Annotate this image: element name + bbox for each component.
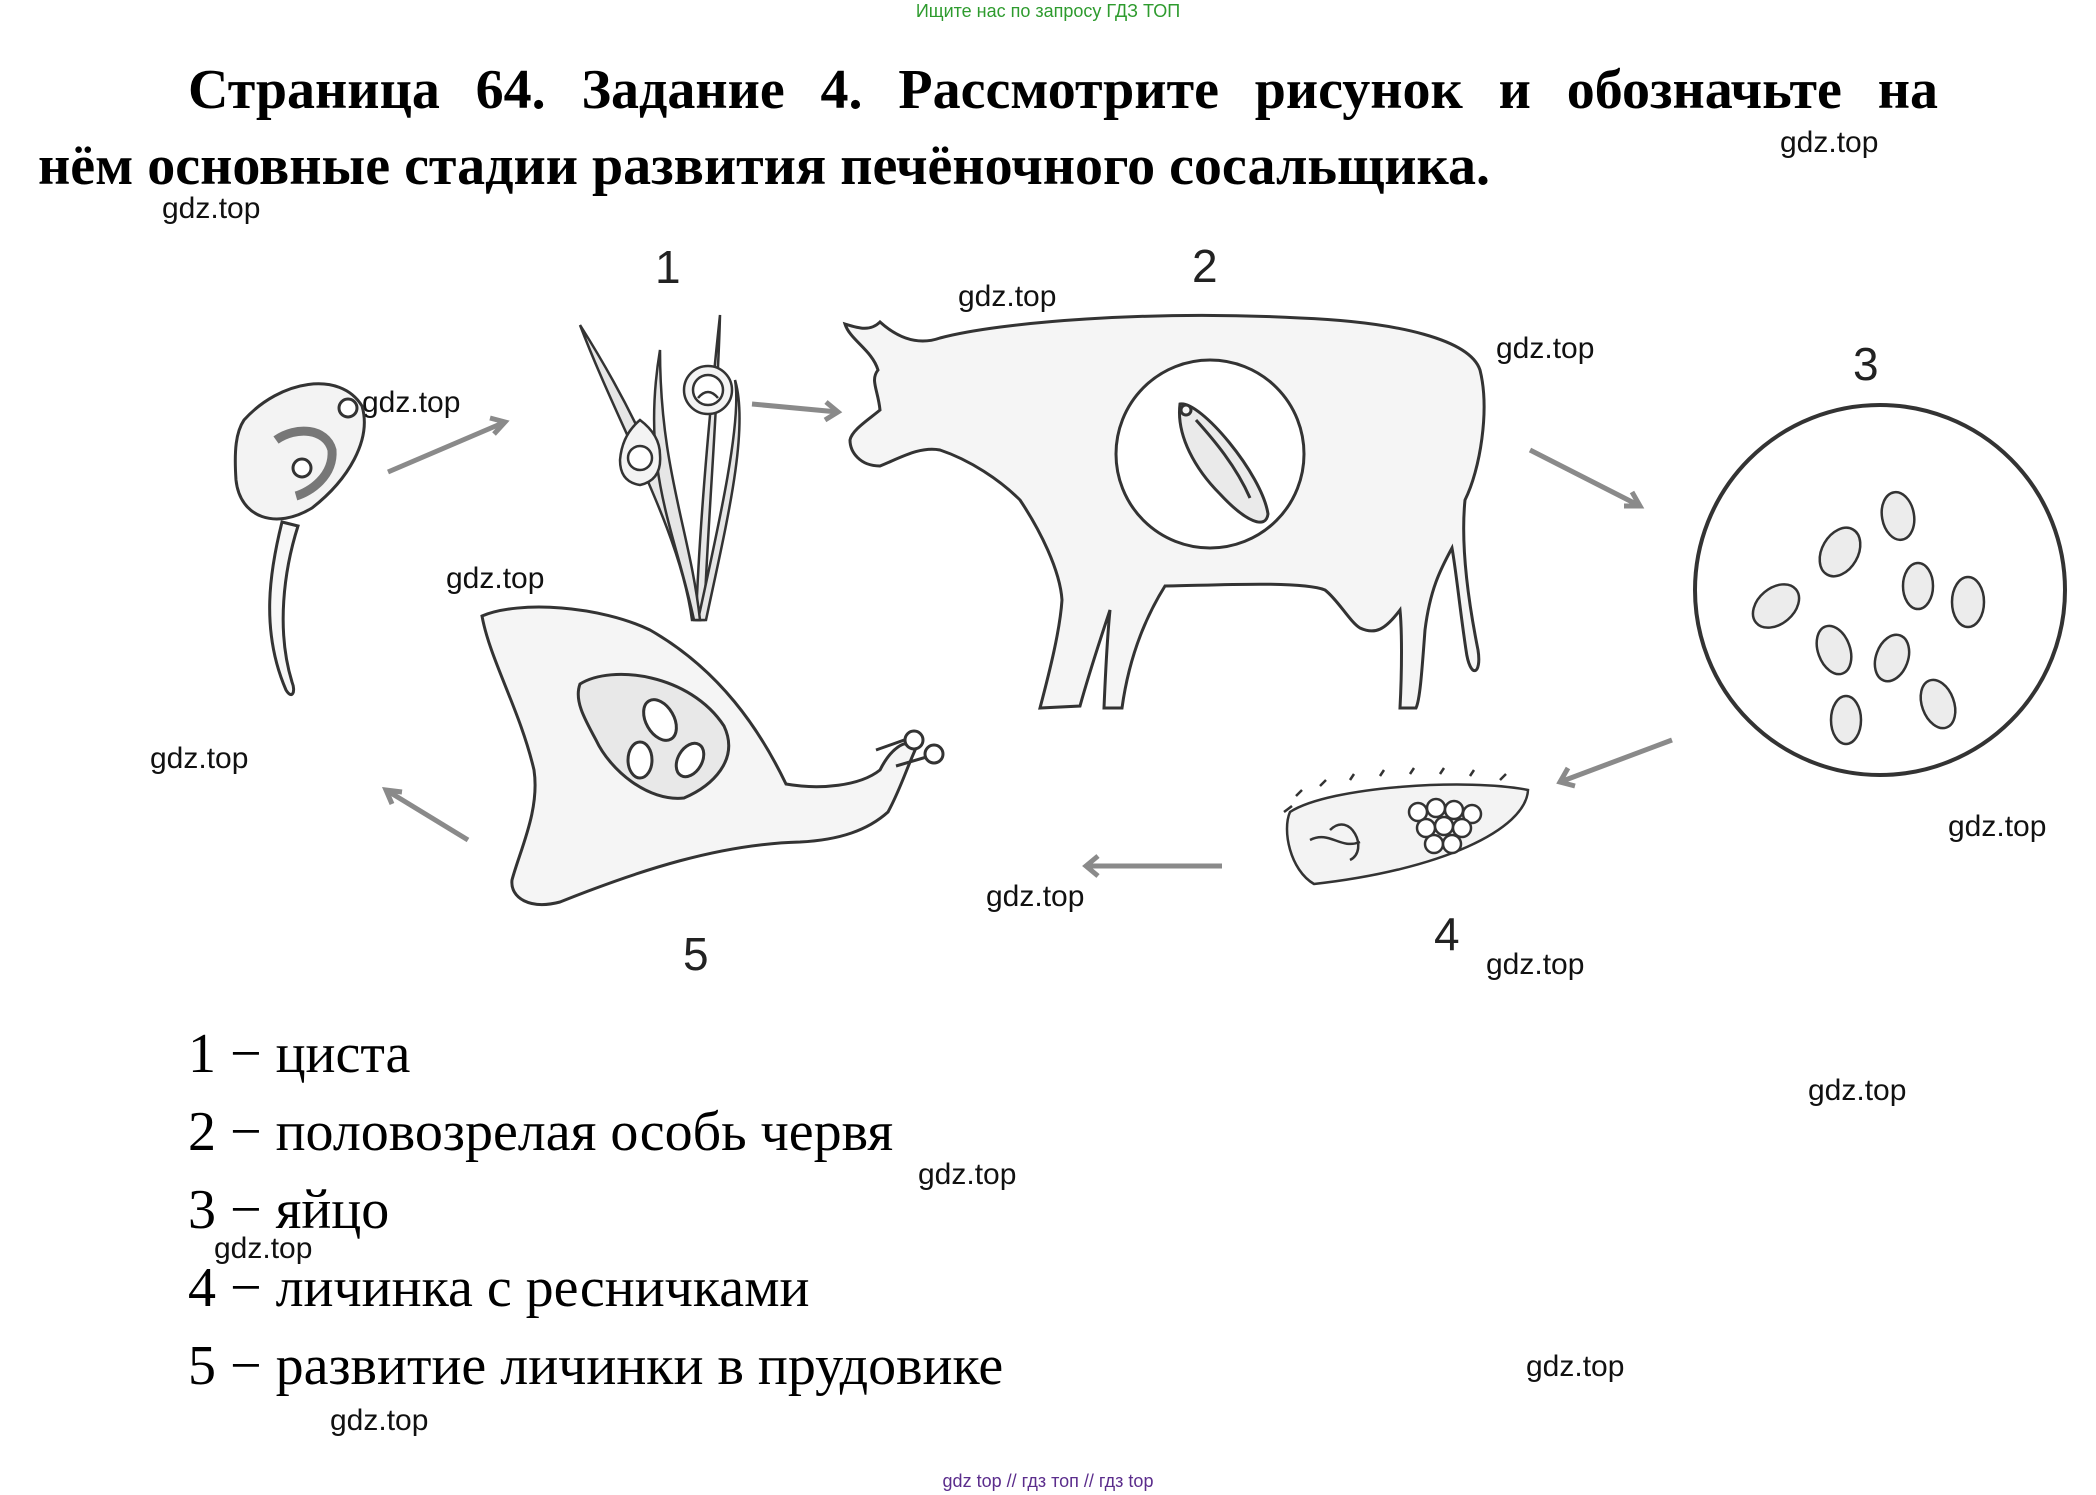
stage-number-1: 1 — [655, 241, 681, 293]
watermark: gdz.top — [214, 1232, 313, 1265]
answer-item: 4 − личинка с ресничками — [188, 1257, 810, 1319]
answer-item: 3 − яйцо — [188, 1179, 390, 1241]
pond-snail-illustration — [482, 607, 943, 904]
watermark: gdz.top — [162, 192, 261, 225]
eggs-illustration — [1695, 405, 2065, 775]
arrow-3-to-4 — [1560, 740, 1672, 782]
eggs-zoom-circle — [1695, 405, 2065, 775]
stage-number-2: 2 — [1192, 240, 1218, 292]
watermark: gdz.top — [1486, 948, 1585, 981]
task-heading — [38, 52, 1938, 204]
grass-with-cysts-illustration — [580, 315, 740, 620]
arrow-6-to-1 — [388, 422, 505, 472]
watermark: gdz.top — [1948, 810, 2047, 843]
watermark: gdz.top — [150, 742, 249, 775]
cercaria-illustration — [235, 384, 364, 695]
watermark: gdz.top — [1808, 1074, 1907, 1107]
arrow-2-to-3 — [1530, 450, 1640, 506]
watermark: gdz.top — [986, 880, 1085, 913]
answer-item: 1 − циста — [188, 1023, 411, 1085]
arrow-5-to-6 — [386, 790, 468, 840]
stage-number-5: 5 — [683, 928, 709, 980]
footer-links[interactable]: gdz top // гдз топ // гдз top — [942, 1471, 1154, 1491]
cow-illustration — [845, 315, 1484, 708]
answer-list — [188, 1015, 1003, 1405]
ciliated-larva-illustration — [1284, 768, 1528, 884]
watermark: gdz.top — [362, 386, 461, 419]
watermark: gdz.top — [1780, 126, 1879, 159]
arrow-1-to-2 — [752, 404, 838, 412]
task-heading-line-1: Страница 64. Задание 4. Рассмотрите рисунок и обозначьте на — [188, 59, 1938, 121]
watermark: gdz.top — [330, 1404, 429, 1437]
answer-item: 2 − половозрелая особь червя — [188, 1101, 894, 1163]
search-hint-link[interactable]: Ищите нас по запросу ГДЗ ТОП — [915, 1, 1181, 21]
stage-number-3: 3 — [1853, 338, 1879, 390]
liver-fluke-life-cycle-diagram — [0, 230, 2096, 1010]
watermark: gdz.top — [1496, 332, 1595, 365]
watermark: gdz.top — [958, 280, 1057, 313]
watermark: gdz.top — [446, 562, 545, 595]
task-heading-line-2: нём основные стадии развития печёночного сосальщика. — [38, 135, 1490, 197]
watermark: gdz.top — [918, 1158, 1017, 1191]
answer-item: 5 − развитие личинки в прудовике — [188, 1335, 1004, 1397]
stage-number-4: 4 — [1434, 908, 1460, 960]
watermark: gdz.top — [1526, 1350, 1625, 1383]
